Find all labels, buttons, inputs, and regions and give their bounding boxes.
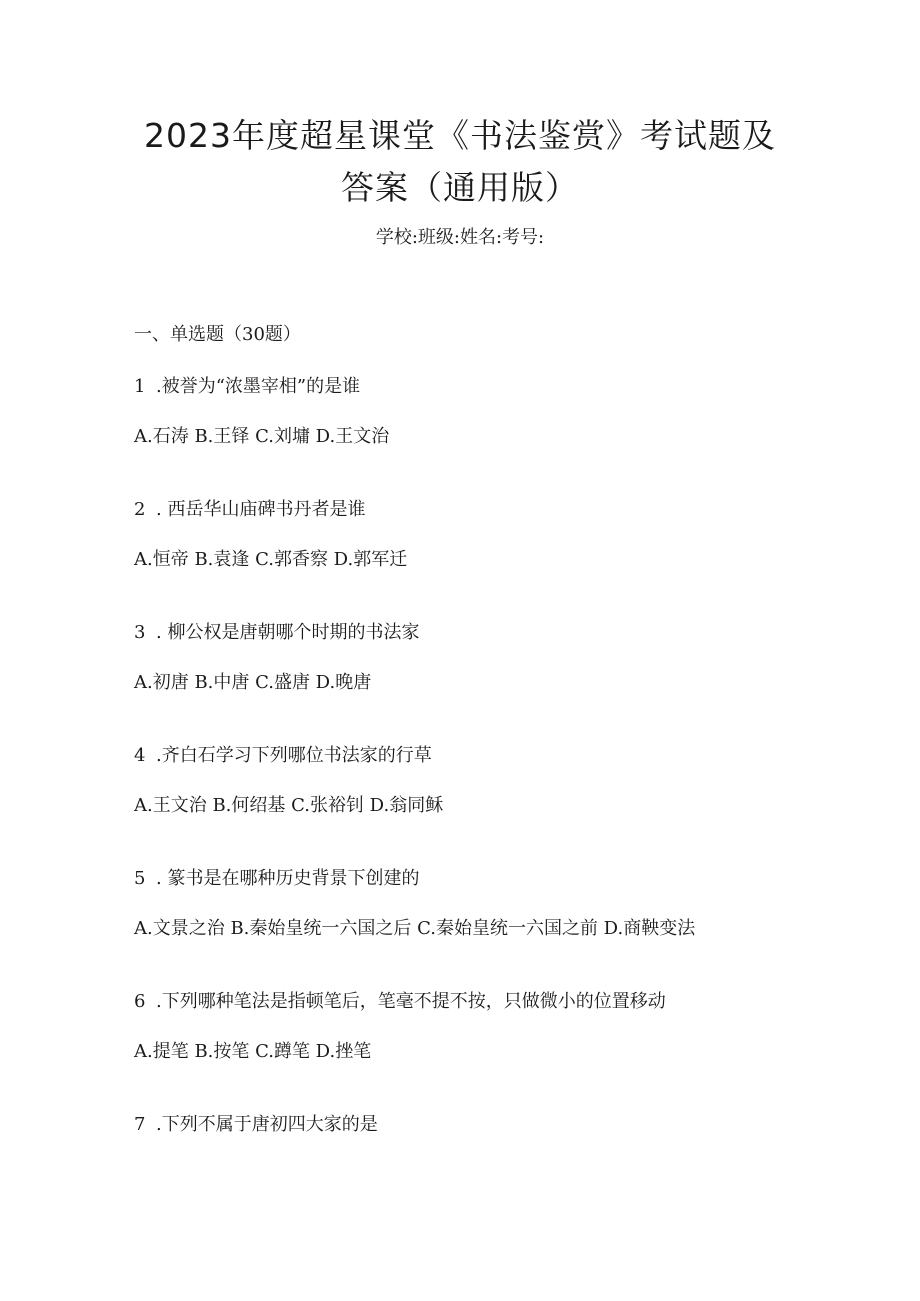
question-text: . 西岳华山庙碑书丹者是谁 <box>156 499 366 520</box>
question-text: .齐白石学习下列哪位书法家的行草 <box>156 745 432 766</box>
question-number: 6 <box>134 991 146 1012</box>
question-1 <box>134 375 360 399</box>
question-number: 3 <box>134 622 146 643</box>
question-text: . 篆书是在哪种历史背景下创建的 <box>156 868 420 889</box>
title-line-2: 答案（通用版） <box>341 168 579 207</box>
question-number: 1 <box>134 376 146 397</box>
question-5-options: A.文景之治 B.秦始皇统一六国之后 C.秦始皇统一六国之前 D.商鞅变法 <box>134 918 696 939</box>
student-info-line: 学校:班级:姓名:考号: <box>375 227 545 248</box>
question-5 <box>134 867 419 891</box>
question-4-options: A.王文治 B.何绍基 C.张裕钊 D.翁同稣 <box>134 795 444 816</box>
question-6-options: A.提笔 B.按笔 C.蹲笔 D.挫笔 <box>134 1041 372 1062</box>
question-3-options: A.初唐 B.中唐 C.盛唐 D.晚唐 <box>134 672 372 693</box>
document-title <box>0 110 920 214</box>
question-text: .下列哪种笔法是指顿笔后，笔毫不提不按，只做微小的位置移动 <box>156 991 666 1012</box>
question-4 <box>134 744 432 768</box>
question-3 <box>134 621 419 645</box>
question-text: .下列不属于唐初四大家的是 <box>156 1114 378 1135</box>
question-text: .被誉为“浓墨宰相”的是谁 <box>156 376 361 397</box>
title-line-1: 2023年度超星课堂《书法鉴赏》考试题及 <box>144 116 776 155</box>
question-1-options: A.石涛 B.王铎 C.刘墉 D.王文治 <box>134 426 390 447</box>
question-number: 2 <box>134 499 146 520</box>
question-text: . 柳公权是唐朝哪个时期的书法家 <box>156 622 420 643</box>
question-2-options: A.恒帝 B.袁逢 C.郭香察 D.郭军迁 <box>134 549 408 570</box>
question-number: 5 <box>134 868 146 889</box>
question-number: 7 <box>134 1114 146 1135</box>
question-2 <box>134 498 365 522</box>
question-7 <box>134 1113 378 1137</box>
question-6 <box>134 990 666 1014</box>
question-number: 4 <box>134 745 146 766</box>
section-heading: 一、单选题（30题） <box>134 324 301 345</box>
